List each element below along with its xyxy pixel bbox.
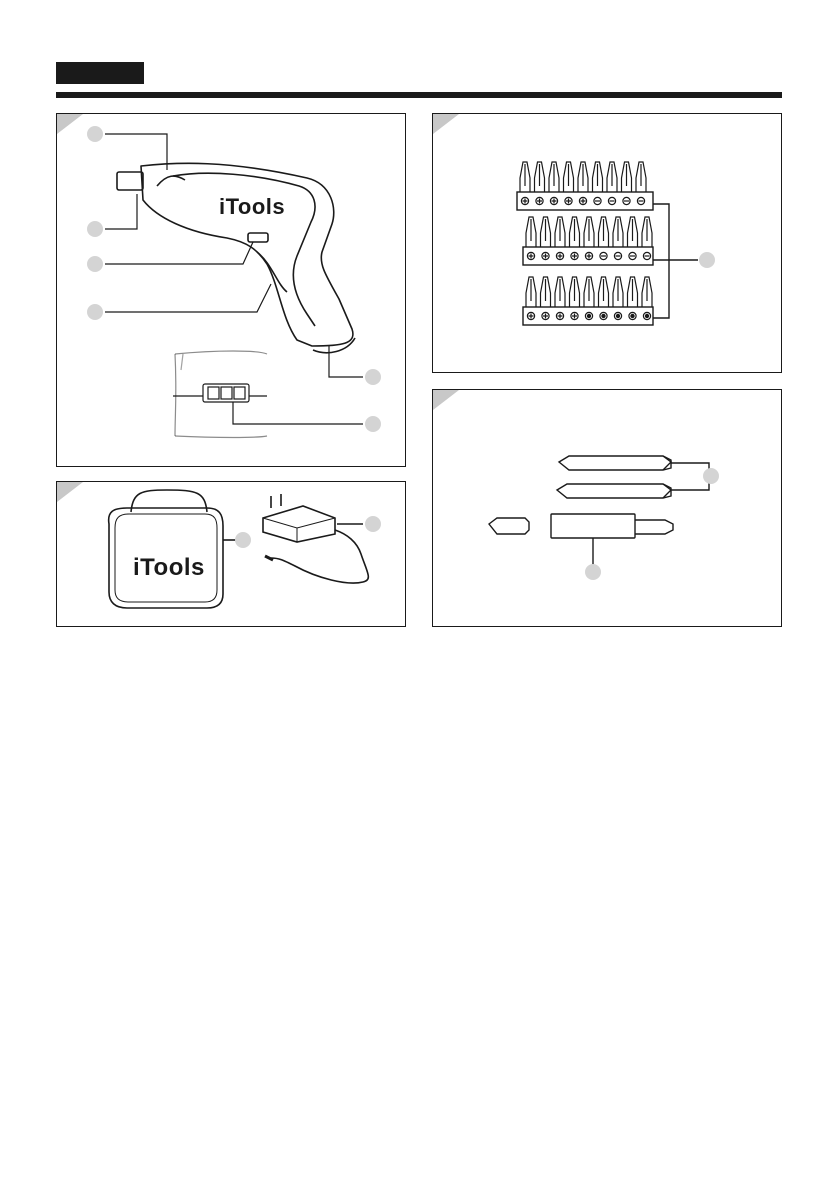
bit-type-icon (616, 314, 619, 317)
led-3 (234, 387, 245, 399)
screwdriver-bit (636, 162, 646, 192)
drill-illustration (57, 114, 406, 467)
drill-brand-logo: iTools (219, 194, 286, 219)
callout-marker (87, 221, 103, 237)
bag-charger-illustration (57, 482, 406, 627)
screwdriver-bit (564, 162, 574, 192)
bit-type-icon (523, 199, 528, 204)
screwdriver-bit (535, 162, 545, 192)
panel-bag-charger (56, 481, 406, 627)
screwdriver-bit (613, 217, 623, 247)
bit-type-icon (602, 314, 605, 317)
bit-type-icon (566, 199, 571, 204)
holder-shank (635, 520, 673, 534)
language-tab (56, 62, 144, 84)
screwdriver-bit (555, 277, 565, 307)
screwdriver-bit (578, 162, 588, 192)
screwdriver-bit (570, 277, 580, 307)
bit-type-icon (529, 254, 534, 259)
callout-marker (365, 369, 381, 385)
screwdriver-bit (642, 217, 652, 247)
short-bit (489, 518, 529, 534)
charger-prongs (271, 494, 281, 508)
charger-body (263, 506, 335, 542)
bit-type-icon (558, 314, 563, 319)
callout-marker (87, 256, 103, 272)
screwdriver-bit (628, 277, 638, 307)
switch-button (248, 233, 268, 242)
callout-marker (87, 304, 103, 320)
led-1 (208, 387, 219, 399)
panel-corner-marker (433, 390, 459, 410)
screwdriver-bit (642, 277, 652, 307)
screwdriver-bit (541, 217, 551, 247)
panel-extension-bits (432, 389, 782, 627)
bit-type-icon (645, 314, 648, 317)
screwdriver-bit (628, 217, 638, 247)
screwdriver-bit (526, 277, 536, 307)
callout-marker (585, 564, 601, 580)
bit-type-icon (543, 254, 548, 259)
callout-marker (87, 126, 103, 142)
screwdriver-bit (549, 162, 559, 192)
callout-marker (699, 252, 715, 268)
callout-marker (365, 416, 381, 432)
extension-bits-illustration (433, 390, 782, 627)
panel-drill (56, 113, 406, 467)
screwdriver-bit (541, 277, 551, 307)
screwdriver-bit (622, 162, 632, 192)
screwdriver-bit (593, 162, 603, 192)
screwdriver-bit (570, 217, 580, 247)
panel-corner-marker (57, 114, 83, 134)
screwdriver-bit (599, 217, 609, 247)
screwdriver-bit (607, 162, 617, 192)
panel-corner-marker (433, 114, 459, 134)
led-2 (221, 387, 232, 399)
callout-marker (703, 468, 719, 484)
screwdriver-bit (599, 277, 609, 307)
screwdriver-bit (613, 277, 623, 307)
bag-brand-logo: iTools (133, 554, 205, 581)
callout-marker (235, 532, 251, 548)
long-bit-2 (557, 484, 671, 498)
screwdriver-bit (555, 217, 565, 247)
long-bit-1 (559, 456, 671, 470)
header-rule (56, 92, 782, 98)
bit-holders-illustration (433, 114, 782, 373)
bit-type-icon (537, 199, 542, 204)
bit-type-icon (587, 254, 592, 259)
bit-type-icon (558, 254, 563, 259)
panel-bit-holders (432, 113, 782, 373)
panel-corner-marker (57, 482, 83, 502)
screwdriver-bit (584, 217, 594, 247)
bit-type-icon (587, 314, 590, 317)
screwdriver-bit (526, 217, 536, 247)
screwdriver-bit (520, 162, 530, 192)
callout-marker (365, 516, 381, 532)
trigger (257, 252, 287, 292)
screwdriver-bit (584, 277, 594, 307)
bit-type-icon (543, 314, 548, 319)
chuck (117, 172, 143, 190)
bit-type-icon (529, 314, 534, 319)
bit-type-icon (552, 199, 557, 204)
magnetic-holder (551, 514, 635, 538)
bit-type-icon (581, 199, 586, 204)
bit-type-icon (572, 254, 577, 259)
bracket (653, 204, 669, 318)
bit-type-icon (631, 314, 634, 317)
bit-type-icon (572, 314, 577, 319)
